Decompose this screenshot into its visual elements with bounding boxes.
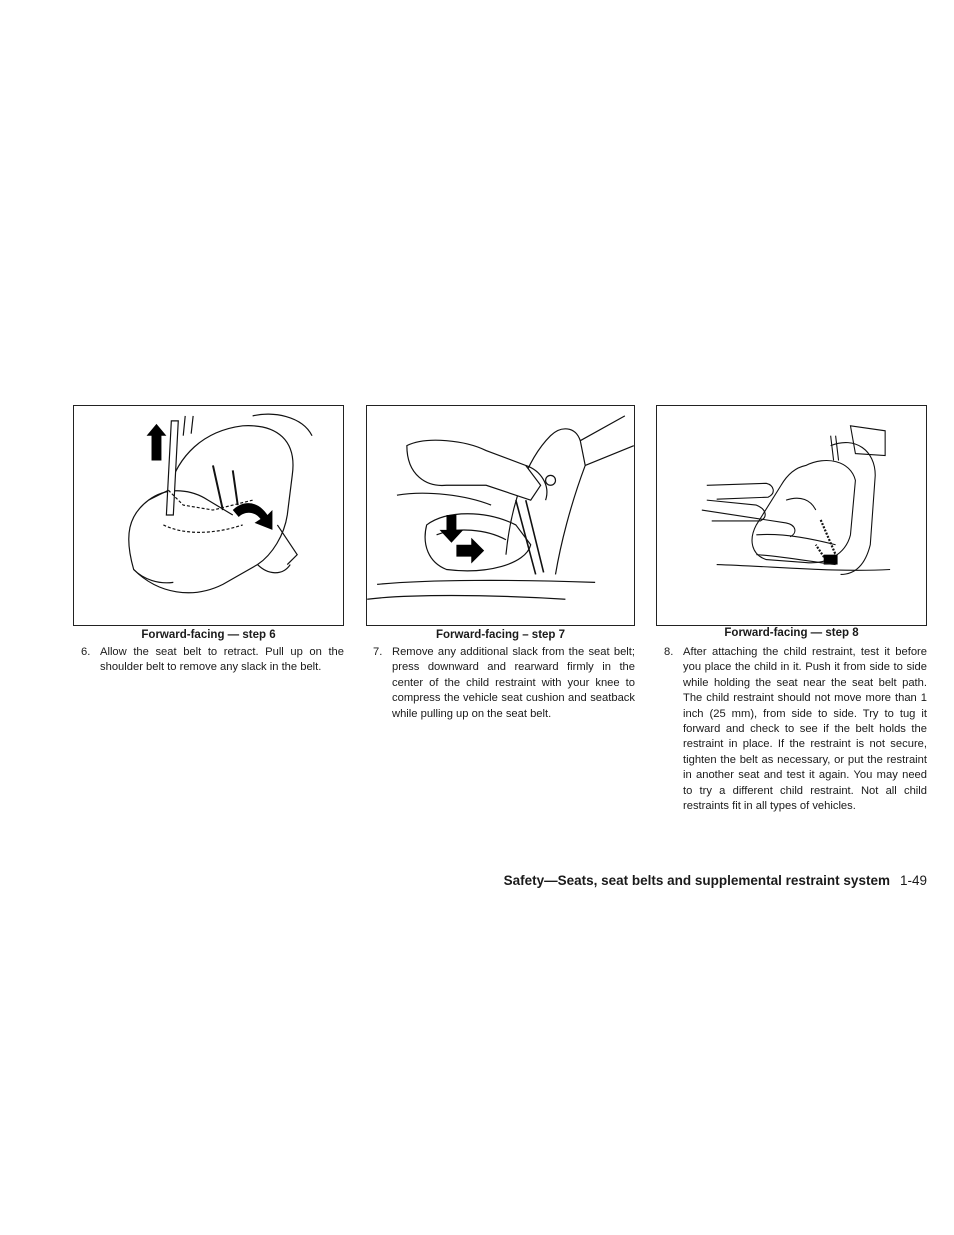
- step-paragraph: [664, 645, 927, 814]
- step-number: 8.: [664, 646, 674, 658]
- step-text: Allow the seat belt to retract. Pull up on the shoulder belt to remove any slack in the belt.: [100, 646, 344, 674]
- step-number: 7.: [373, 646, 383, 658]
- figure-step-6-illustration: [73, 405, 344, 626]
- figure-caption: Forward-facing — step 6: [141, 629, 276, 641]
- figure-caption: Forward-facing – step 7: [435, 629, 566, 641]
- figure-caption: Forward-facing — step 8: [724, 627, 859, 639]
- step-text: After attaching the child restraint, test it before you place the child in it. Push it from side to side while holding the seat near the seat belt path. The child restraint should not move more than 1 inch (25 mm), from side to side. Try to tug it forward and check to see if the belt holds the restraint in place. If the restraint is not secure, tighten the belt as necessary, or put the restraint in another seat and test it again. You may need to try a different child restraint. Not all child restraints fit in all types of vehicles.: [683, 646, 927, 813]
- figure-step-8-illustration: [656, 405, 927, 626]
- page-number: 1-49: [899, 873, 927, 888]
- step-paragraph: [373, 645, 635, 722]
- step-number: 6.: [81, 646, 91, 658]
- step-text: Remove any additional slack from the seat belt; press downward and rearward firmly in the center of the child restraint with your knee to compress the vehicle seat cushion and seatback while pulling up on the seat belt.: [392, 646, 635, 720]
- figure-step-7-illustration: [366, 405, 635, 626]
- page-footer: [400, 873, 927, 888]
- step-paragraph: [81, 645, 344, 676]
- section-title: Safety—Seats, seat belts and supplemental restraint system: [503, 873, 890, 888]
